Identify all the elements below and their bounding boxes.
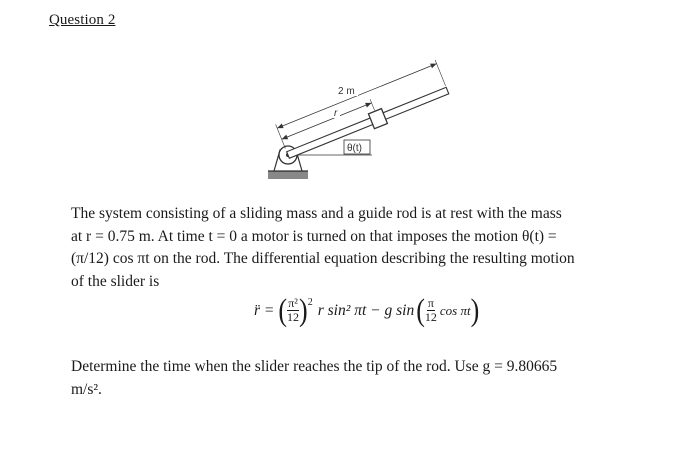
question-prompt [71, 356, 671, 401]
problem-statement [71, 203, 671, 293]
statement-line-2: at r = 0.75 m. At time t = 0 a motor is turned on that imposes the motion θ(t) = [71, 227, 557, 245]
close-paren: ) [299, 292, 308, 328]
equation-tail: cos πt [439, 302, 471, 318]
differential-equation: r̈ = ( $\frac{\text{π²}}{12}$ ) 2 r sin² πt − g sin ( $\frac{\pi}{12}$ cos πt ) [254, 292, 480, 328]
open-paren: ( [278, 292, 288, 328]
equation-lhs: r̈ = [254, 301, 275, 319]
fraction-pi-over-12: $\frac{\pi}{12}$ [424, 296, 437, 324]
angle-label: θ(t) [347, 143, 362, 154]
length-label: 2 m [338, 86, 355, 97]
prompt-line-2: m/s². [71, 380, 102, 398]
statement-line-4: of the slider is [71, 272, 160, 290]
fraction-pi-squared: $\frac{\text{π²}}{12}$ [287, 296, 300, 324]
r-label: r [334, 108, 338, 119]
question-title: Question 2 [49, 12, 116, 28]
equation-middle: r sin² πt − g sin [317, 301, 415, 319]
statement-line-3: (π/12) cos πt on the rod. The differential equation describing the resulting motion [71, 250, 575, 267]
rod-slider-diagram [260, 58, 460, 193]
ground-base [268, 171, 308, 179]
statement-line-1: The system consisting of a sliding mass and a guide rod is at rest with the mass [71, 205, 562, 222]
prompt-line-1: Determine the time when the slider reaches the tip of the rod. Use g = 9.80665 [71, 358, 558, 375]
outer-exponent: 2 [307, 297, 313, 308]
